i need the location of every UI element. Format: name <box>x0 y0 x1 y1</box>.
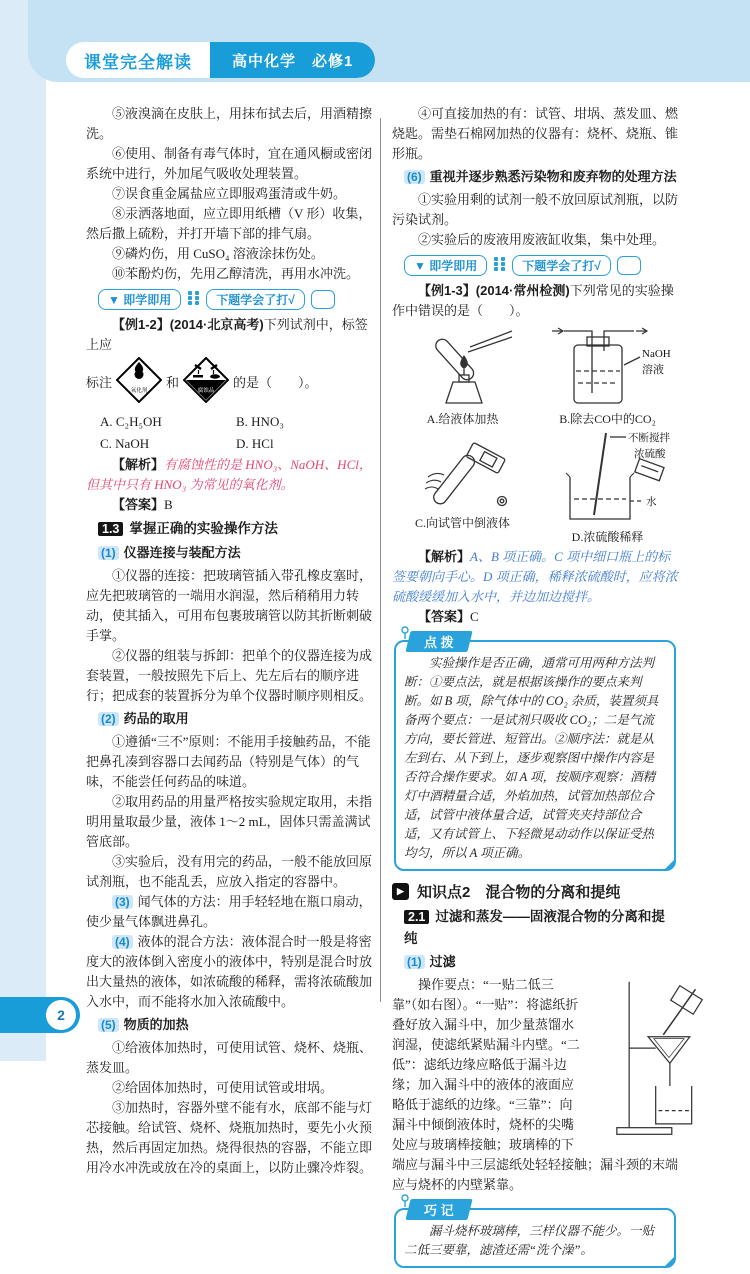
safety-item: ⑤液溴滴在皮肤上，用抹布拭去后，用酒精擦洗。 <box>86 106 373 141</box>
filtration-paragraph: 操作要点：“一贴二低三靠”（如右图）。“一贴”：将滤纸折叠好放入漏斗中，加少量蒸馏水润湿，使滤纸紧贴漏斗内壁。“二低”：滤纸边缘应略低于漏斗边缘；加入漏斗中的液体的液面应略低于滤纸的边缘。“三靠”：向漏斗中倾倒液体时，烧杯的尖嘴处应与玻璃棒接触；玻璃棒的下端应与漏斗中三层滤纸处轻轻接触；漏斗颈的末端应与烧杯的内壁紧靠。 <box>392 975 678 1195</box>
brand-pill <box>66 42 375 78</box>
safety-item: ⑦误食重金属盐应立即服鸡蛋清或牛奶。 <box>112 186 347 201</box>
body-paragraph: ③加热时，容器外壁不能有水，底部不能与灯芯接触。给试管、烧杯、烧瓶加热时，要先小火预热，然后再固定加热。烧得很热的容器，不能立即用冷水冲洗或放在冷的桌面上，以防止骤冷炸裂。 <box>86 1100 373 1175</box>
svg-text:不断搅拌: 不断搅拌 <box>627 433 670 444</box>
safety-item: ⑥使用、制备有毒气体时，宜在通风橱或密闭系统中进行，外加尾气吸收处理装置。 <box>86 146 373 181</box>
body-paragraph: ①仪器的连接：把玻璃管插入带孔橡皮塞时，应先把玻璃管的一端用水润湿，然后稍稍用力转动，使其插入，可用布包裹玻璃管以防其折断刺破手掌。 <box>86 568 373 643</box>
practice-check-label: 下题学会了打√ <box>206 289 305 310</box>
figure-heating-liquid: A.给液体加热 <box>404 325 522 427</box>
example-1-2-analysis: 【解析】有腐蚀性的是 HNO₃、NaOH、HCl，但其中只有 HNO₃ 为常见的氧化剂。 <box>86 457 372 492</box>
safety-item: ⑩苯酚灼伤，先用乙醇清洗，再用水冲洗。 <box>112 266 360 281</box>
subsection-3: (3) 闻气体的方法：用手轻轻地在瓶口扇动，使少量气体飘进鼻孔。 <box>86 894 372 929</box>
practice-check-label: 下题学会了打√ <box>512 255 611 276</box>
safety-item: ⑨磷灼伤，用 CuSO₄ 溶液涂抹伤处。 <box>112 246 324 261</box>
practice-bar <box>404 255 678 276</box>
page-content <box>86 104 678 1274</box>
subsection-1-heading: (1) 仪器连接与装配方法 <box>98 542 372 564</box>
corner-notch <box>664 1256 675 1267</box>
example-label: 【例1-2】(2014·北京高考) <box>112 317 264 332</box>
example-1-3-intro: 【例1-3】(2014·常州检测)下列常见的实验操作中错误的是（ ）。 <box>392 283 674 318</box>
subsection-6-heading: (6) 重视并逐步熟悉污染物和废弃物的处理方法 <box>404 166 678 188</box>
divider-dots-icon <box>187 290 200 310</box>
tip-box-label: 点 拨 <box>405 631 472 652</box>
example-1-3-analysis: 【解析】A、B 项正确。C 项中细口瓶上的标签要朝向手心。D 项正确，稀释浓硫酸时，应将浓硫酸缓缓加入水中，并边加边搅拌。 <box>392 549 678 604</box>
mnemonic-box-content: 漏斗烧杯玻璃棒，三样仪器不能少。一贴二低三要靠，滤渣还需“洗个澡”。 <box>404 1224 655 1257</box>
example-1-2-answer: 【答案】B <box>112 497 173 512</box>
oxidizer-hazard-icon <box>116 357 162 409</box>
option-a: A. C₂H₅OH <box>100 414 162 429</box>
subsection-filter-heading: (1) 过滤 <box>404 951 678 973</box>
practice-label: ▼ 即学即用 <box>98 289 181 310</box>
knowledge-point-2-heading: ▶ 知识点2 混合物的分离和提纯 <box>392 881 678 902</box>
option-b: B. HNO₃ <box>236 414 284 429</box>
left-column <box>86 104 372 1274</box>
mnemonic-box <box>394 1203 676 1268</box>
body-paragraph: ②给固体加热时，可使用试管或坩埚。 <box>112 1080 334 1095</box>
body-paragraph: ②实验后的废液用废液缸收集，集中处理。 <box>418 232 666 247</box>
section-2-1-heading: 2.1 过滤和蒸发——固液混合物的分离和提纯 <box>404 909 665 946</box>
example-label: 【例1-3】(2014·常州检测) <box>418 283 570 298</box>
option-c: C. NaOH <box>100 436 150 451</box>
svg-text:浓硫酸: 浓硫酸 <box>633 449 665 460</box>
figure-gas-washing-bottle: NaOH 溶液 B.除去CO中的CO₂ <box>538 325 678 427</box>
mnemonic-box-label: 巧 记 <box>405 1199 472 1220</box>
body-paragraph: ①实验用剩的试剂一般不放回原试剂瓶，以防污染试剂。 <box>392 192 679 227</box>
page-number: 2 <box>46 1000 76 1030</box>
example-1-3-answer: 【答案】C <box>418 609 479 624</box>
svg-text:水: 水 <box>645 497 656 508</box>
figure-dilute-acid: 不断搅拌 浓硫酸 水 D.浓硫酸稀释 <box>538 429 678 545</box>
figure-pouring-liquid: C.向试管中倒液体 <box>398 429 528 545</box>
right-column <box>392 104 678 1274</box>
body-paragraph: ③实验后，没有用完的药品，一般不能放回原试剂瓶，也不能乱丢，应放入指定的容器中。 <box>86 854 373 889</box>
example-1-2-intro: 【例1-2】(2014·北京高考)下列试剂中，标签上应 <box>86 317 368 352</box>
section-1-3-heading: 1.3 掌握正确的实验操作方法 <box>98 518 372 540</box>
subsection-5-heading: (5) 物质的加热 <box>98 1014 372 1036</box>
practice-label: ▼ 即学即用 <box>404 255 487 276</box>
option-d: D. HCl <box>236 436 274 451</box>
svg-text:NaOH: NaOH <box>641 348 671 360</box>
play-icon: ▶ <box>392 883 409 900</box>
left-margin-strip <box>0 0 46 1061</box>
page-number-tab <box>0 997 80 1033</box>
example-1-2-options <box>86 411 372 455</box>
example-1-2-icon-row: 标注 氧化剂 和 腐蚀品 的是（ ）。 <box>86 357 372 409</box>
subject-badge: 高中化学 必修1 <box>210 42 375 78</box>
filtration-diagram <box>588 975 678 1149</box>
body-paragraph: ②仪器的组装与拆卸：把单个的仪器连接为成套装置，一般按照先下后上、先左后右的顺序进行；把成套的装置拆分为单个仪器时顺序则相反。 <box>86 648 373 703</box>
body-paragraph: ④可直接加热的有：试管、坩埚、蒸发皿、燃烧匙。需垫石棉网加热的仪器有：烧杯、烧瓶、锥形瓶。 <box>392 106 679 161</box>
svg-text:氧化剂: 氧化剂 <box>130 388 148 394</box>
practice-bar <box>98 289 372 310</box>
corrosive-hazard-icon <box>183 357 229 409</box>
tip-box-content: 实验操作是否正确，通常可用两种方法判断：①要点法，就是根据该操作的要点来判断。如 B 项，除气体中的 CO₂ 杂质，装置须具备两个要点：一是试剂只吸收 CO₂；二是气流方向，要长管进、短管出。②顺序法：就是从左到右、从下到上，逐步观察图中操作内容是否符合操作要求。如 A 项，按顺序观察：酒精灯中酒精量合适，外焰加热，试管加热部位合适，试管中液体量合适，试管夹夹持部位合适，又有试管上、下轻微晃动动作以保证受热均匀，所以 A 项正确。 <box>404 656 659 860</box>
subsection-4: (4) 液体的混合方法：液体混合时一般是将密度大的液体倒入密度小的液体中，特别是混合时放出大量热的液体，如浓硫酸的稀释，需将浓硫酸加入水中，而不能将水加入浓硫酸中。 <box>86 934 373 1009</box>
brand-title: 课堂完全解读 <box>66 42 210 78</box>
practice-checkbox <box>311 290 335 309</box>
tip-box <box>394 635 676 871</box>
svg-text:腐蚀品: 腐蚀品 <box>197 388 215 394</box>
body-paragraph: ①给液体加热时，可使用试管、烧杯、烧瓶、蒸发皿。 <box>86 1040 373 1075</box>
body-paragraph: ②取用药品的用量严格按实验规定取用，未指明用量取最少量，液体 1～2 mL，固体只需盖满试管底部。 <box>86 794 373 849</box>
subsection-2-heading: (2) 药品的取用 <box>98 708 372 730</box>
divider-dots-icon <box>493 256 506 276</box>
body-paragraph: ①遵循“三不”原则：不能用手接触药品，不能把鼻孔凑到容器口去闻药品（特别是气体）的气味，不能尝任何药品的味道。 <box>86 734 371 789</box>
safety-item: ⑧汞洒落地面，应立即用纸槽（V 形）收集，然后撒上硫粉，并打开墙下部的排气扇。 <box>86 206 372 241</box>
svg-text:溶液: 溶液 <box>641 364 664 376</box>
practice-checkbox <box>617 256 641 275</box>
example-1-3-figures <box>392 325 678 545</box>
corner-notch <box>664 859 675 870</box>
